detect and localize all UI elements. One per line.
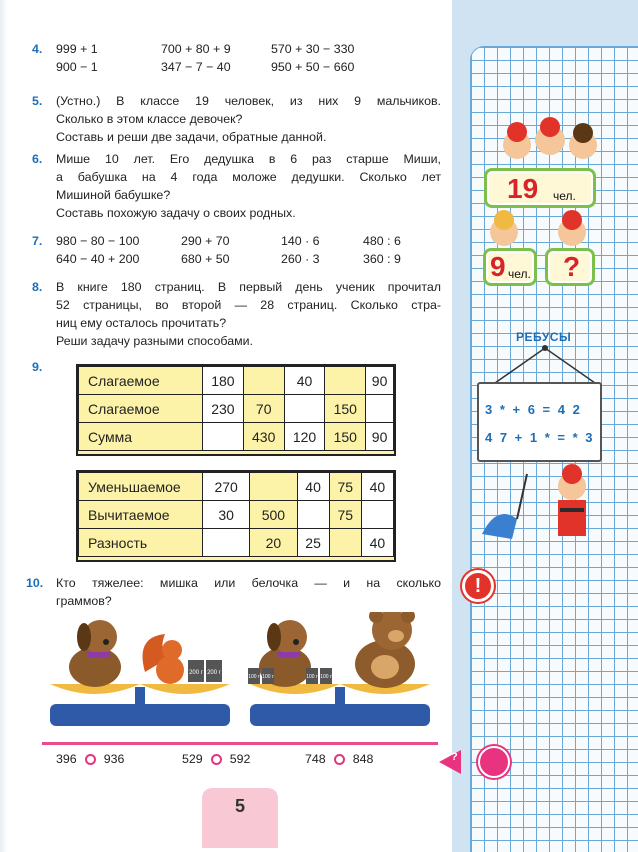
task-8 [32,278,441,350]
table-cell: 40 [361,529,393,557]
expr: 360 : 9 [363,252,401,266]
table-row [79,501,394,529]
text-line: Мишиной бабушке? [56,188,171,202]
hint-question: ? [451,751,458,763]
expr: 950 + 50 − 660 [271,60,355,74]
table-row [79,367,394,395]
weight-icon [188,660,222,682]
expr: 347 − 7 − 40 [161,60,231,74]
text-line: Составь и реши две задачи, обратные данной. [56,130,327,144]
rebus-line: 3 * + 6 = 4 2 [485,402,582,417]
card-number: 19 [507,173,539,204]
text-line: Сколько в этом классе девочек? [56,112,243,126]
table-addition [76,364,396,456]
task-4 [32,40,436,76]
expr: 260 · 3 [281,252,320,266]
table-cell [250,473,297,501]
row-header: Разность [79,529,203,557]
table-subtraction [76,470,396,562]
expr: 900 − 1 [56,60,98,74]
table-row [79,423,394,451]
expr: 680 + 50 [181,252,230,266]
table-cell: 20 [250,529,297,557]
text-line: (Устно.) В классе 19 человек, из них 9 мальчиков. [56,94,441,108]
compare-circle[interactable] [211,754,222,765]
answer-pair [56,752,124,766]
table-cell [361,501,393,529]
compare-circle[interactable] [85,754,96,765]
text-line: В книге 180 страниц. В первый день ученик прочитал [56,280,441,294]
text-line: Кто тяжелее: мишка или белочка — и на сколько [56,576,441,590]
row-header: Слагаемое [79,395,203,423]
table-cell: 90 [366,367,394,395]
table-cell: 75 [329,473,361,501]
scale-base-right [250,704,430,726]
dog-icon [69,620,121,687]
expr: 570 + 30 − 330 [271,42,355,56]
answer-value: 936 [103,752,125,766]
characters-icon [472,464,602,549]
scale-post-left [135,687,145,705]
answer-value: 396 [56,752,77,766]
page-number: 5 [202,788,278,848]
answer-value: 529 [182,752,203,766]
text-line: граммов? [56,594,112,608]
table-cell [203,423,244,451]
table-cell: 70 [243,395,284,423]
rebus-title: РЕБУСЫ [516,330,572,344]
board-string-icon [490,345,600,385]
card-unit: чел. [508,267,531,281]
scale-base-left [50,704,230,726]
row-header: Вычитаемое [79,501,203,529]
card-question-mark: ? [563,251,581,282]
children-pair-icon [480,210,600,250]
bear-icon [355,612,415,688]
table-cell: 180 [203,367,244,395]
weight-label: 100 г [320,674,332,680]
task-7 [32,232,436,268]
text-line: Составь похожую задачу о своих родных. [56,206,296,220]
table-cell: 40 [284,367,325,395]
table-cell [243,367,284,395]
table-cell: 430 [243,423,284,451]
rebus-line: 4 7 + 1 * = * 3 [485,430,595,445]
text-line: Реши задачу разными способами. [56,334,253,348]
row-header: Слагаемое [79,367,203,395]
card-19-people [484,168,596,208]
task-number: 4. [32,42,43,56]
task-number: 7. [32,234,43,248]
compare-circle[interactable] [334,754,345,765]
row-header: Сумма [79,423,203,451]
text-line: 52 страницы, во второй — 28 страниц. Сколько стра- [56,298,441,312]
table-cell [329,529,361,557]
expr: 290 + 70 [181,234,230,248]
expr: 700 + 80 + 9 [161,42,231,56]
page-edge [0,0,8,852]
expr: 640 − 40 + 200 [56,252,140,266]
table-row [79,529,394,557]
scale-pan-right-a [250,684,340,694]
table-cell [203,529,250,557]
row-header: Уменьшаемое [79,473,203,501]
task-6 [32,150,441,222]
task-10 [26,574,441,610]
rebus-board [477,382,602,462]
weight-label: 100 г [262,674,274,680]
divider-line [42,742,438,745]
answer-pair [305,752,373,766]
task-5 [32,92,441,146]
squirrel-icon [143,634,185,684]
table-cell: 40 [361,473,393,501]
table-cell: 75 [329,501,361,529]
weight-label: 100 г [248,674,260,680]
answer-pair [182,752,250,766]
table-cell [297,501,329,529]
table-cell [325,367,366,395]
task-number: 10. [26,576,44,590]
table-cell: 230 [203,395,244,423]
table-row [79,473,394,501]
table-cell: 30 [203,501,250,529]
card-number: 9 [490,251,506,282]
weight-label: 200 г [189,670,203,676]
weight-label: 200 г [207,670,221,676]
task-number: 9. [32,360,43,374]
text-line: ниц ему осталось прочитать? [56,316,227,330]
text-line: Мише 10 лет. Его дедушка в 6 раз старше Миши, [56,152,441,166]
addition-table [78,366,394,451]
smile-icon[interactable] [478,746,510,778]
subtraction-table [78,472,394,557]
text-line: а бабушка на 4 года моложе дедушки. Сколько лет [56,170,441,184]
table-cell: 270 [203,473,250,501]
table-cell: 150 [325,395,366,423]
table-cell [366,395,394,423]
expr: 999 + 1 [56,42,98,56]
expr: 980 − 80 − 100 [56,234,140,248]
task-number: 5. [32,94,43,108]
answer-value: 592 [229,752,251,766]
task-number: 8. [32,280,43,294]
answer-value: 848 [352,752,374,766]
children-group-icon [495,115,605,170]
scale-post-right [335,687,345,705]
expr: 480 : 6 [363,234,401,248]
table-row [79,395,394,423]
answer-value: 748 [305,752,326,766]
table-cell: 25 [297,529,329,557]
task-number: 6. [32,152,43,166]
scales-illustration [40,612,440,732]
table-cell: 500 [250,501,297,529]
table-cell: 120 [284,423,325,451]
table-cell: 40 [297,473,329,501]
table-cell: 150 [325,423,366,451]
weight-label: 100 г [306,674,318,680]
table-cell: 90 [366,423,394,451]
table-cell [284,395,325,423]
card-unit: чел. [553,189,576,203]
expr: 140 · 6 [281,234,320,248]
card-9-people [483,248,537,286]
scale-pan-left-b [140,684,230,694]
card-question [545,248,595,286]
exclamation-icon: ! [462,570,494,602]
